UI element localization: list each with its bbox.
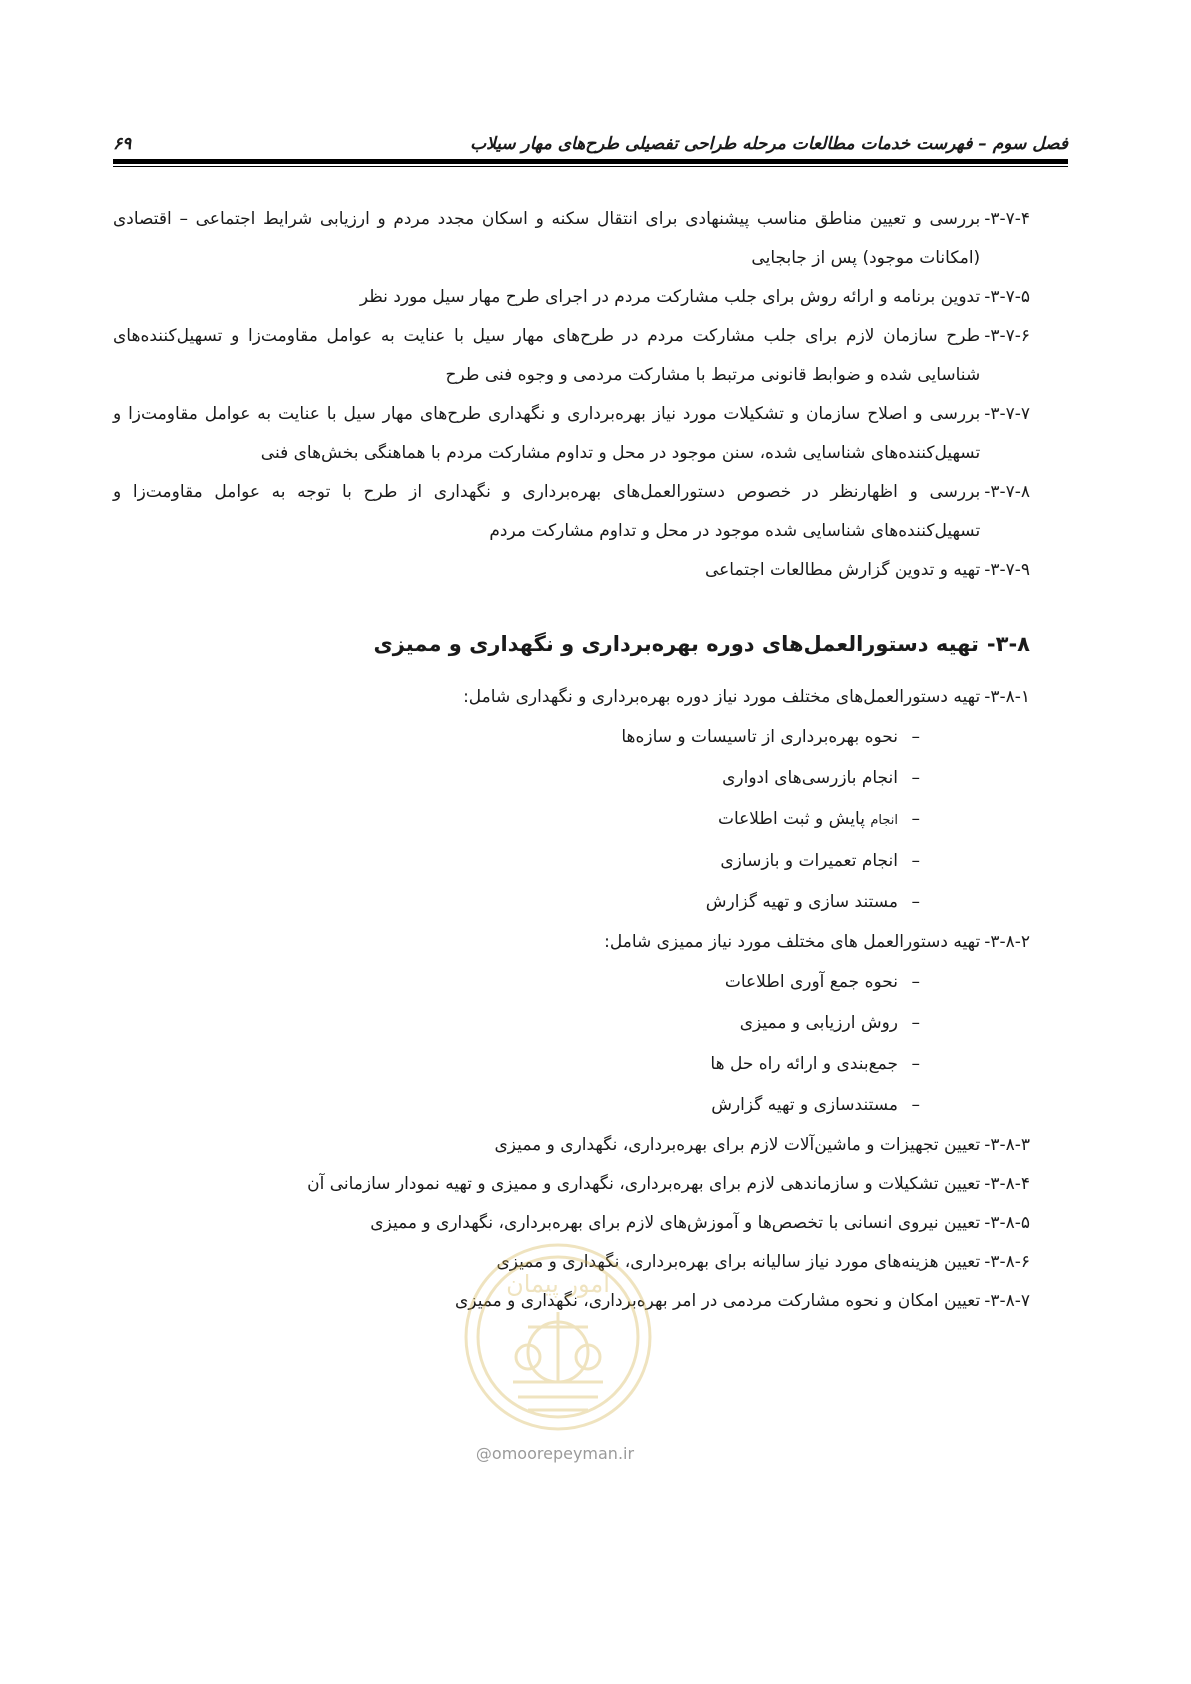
dash-bullet: – [911,1054,920,1074]
item-number: ۳-۷-۹- [984,560,1030,580]
bullet-text: مستند سازی و تهیه گزارش [705,892,898,912]
list-item [113,678,1030,717]
bullet-text: جمع‌بندی و ارائه راه حل ها [710,1054,898,1074]
page-number: ۶۹ [113,134,132,154]
section-number: ۳-۸- [986,632,1030,656]
bullet-text: انجام بازرسی‌های ادواری [722,768,898,788]
bullet-item [113,1003,920,1044]
bullet-item [113,1085,920,1126]
dash-bullet: – [911,809,920,829]
item-number: ۳-۷-۸- [984,482,1030,502]
header-rule-thin [113,166,1068,167]
dash-bullet: – [911,972,920,992]
item-text: تعیین تشکیلات و سازماندهی لازم برای بهره‌برداری، نگهداری و ممیزی و تهیه نمودار سازمانی آن [307,1174,981,1194]
list-item [113,1165,1030,1204]
seal-text: امور پیمان [506,1270,610,1298]
item-text: تعیین نیروی انسانی با تخصص‌ها و آموزش‌های لازم برای بهره‌برداری، نگهداری و ممیزی [370,1213,981,1233]
item-number: ۳-۸-۴- [984,1174,1030,1194]
item-text: تدوین برنامه و ارائه روش برای جلب مشارکت مردم در اجرای طرح مهار سیل مورد نظر [359,287,981,307]
bullet-item [113,717,920,758]
item-number: ۳-۷-۷- [984,404,1030,424]
item-number: ۳-۸-۷- [984,1291,1030,1311]
bullet-text: روش ارزیابی و ممیزی [739,1013,898,1033]
section-heading [113,624,1030,664]
bullet-text: نحوه بهره‌برداری از تاسیسات و سازه‌ها [621,727,898,747]
bullet-list [113,717,1030,923]
list-item [113,278,1030,317]
header-rule-thick [113,159,1068,164]
item-number: ۳-۷-۴- [984,209,1030,229]
bullet-item [113,799,920,841]
watermark-site: @omoorepeyman.ir [475,1444,635,1463]
section-title: تهیه دستورالعمل‌های دوره بهره‌برداری و نگهداری و ممیزی [373,632,979,656]
list-item [113,200,1030,278]
dash-bullet: – [911,1095,920,1115]
item-number: ۳-۸-۳- [984,1135,1030,1155]
page-content [113,200,1030,1321]
watermark-site-text: omoorepeyman.ir [491,1444,635,1463]
item-text: بررسی و اظهارنظر در خصوص دستورالعمل‌های بهره‌برداری و نگهداری از طرح با توجه به عوامل مقاومت‌زا و تسهیل‌کننده‌های شناسایی شده موجود در محل و تداوم مشارکت مردم [113,482,981,541]
item-text: بررسی و اصلاح سازمان و تشکیلات مورد نیاز بهره‌برداری و نگهداری طرح‌های مهار سیل با عنایت به عوامل مقاومت‌زا و تسهیل‌کننده‌های شناسایی شده، سنن موجود در محل و تداوم مشارکت مردم با هماهنگی بخش‌های فنی [113,404,981,463]
item-number: ۳-۸-۱- [984,687,1030,707]
list-item [113,317,1030,395]
bullet-item [113,758,920,799]
list-item [113,1126,1030,1165]
item-number: ۳-۸-۵- [984,1213,1030,1233]
item-text: تهیه و تدوین گزارش مطالعات اجتماعی [704,560,981,580]
list-item [113,473,1030,551]
item-number: ۳-۷-۶- [984,326,1030,346]
bullet-text: مستندسازی و تهیه گزارش [711,1095,898,1115]
item-number: ۳-۷-۵- [984,287,1030,307]
dash-bullet: – [911,1013,920,1033]
bullet-item [113,962,920,1003]
bullet-text: نحوه جمع آوری اطلاعات [724,972,898,992]
item-number: ۳-۸-۶- [984,1252,1030,1272]
item-text: تهیه دستورالعمل‌های مختلف مورد نیاز دوره بهره‌برداری و نگهداری شامل: [463,687,981,707]
bullet-text: انجام تعمیرات و بازسازی [720,851,898,871]
seal-watermark-icon [458,1232,658,1442]
dash-bullet: – [911,892,920,912]
item-number: ۳-۸-۲- [984,932,1030,952]
item-text: تهیه دستورالعمل های مختلف مورد نیاز ممیزی شامل: [604,932,981,952]
list-item [113,923,1030,962]
bullet-item [113,882,920,923]
list-item [113,551,1030,590]
bullet-item [113,841,920,882]
bullet-item [113,1044,920,1085]
item-text: بررسی و تعیین مناطق مناسب پیشنهادی برای انتقال سکنه و اسکان مجدد مردم و ارزیابی شرایط اجتماعی – اقتصادی (امکانات موجود) پس از جابجایی [113,209,981,268]
dash-bullet: – [911,768,920,788]
item-text: تعیین تجهیزات و ماشین‌آلات لازم برای بهره‌برداری، نگهداری و ممیزی [494,1135,981,1155]
bullet-text: پایش و ثبت اطلاعات [717,809,865,829]
bullet-list [113,962,1030,1126]
chapter-title: فصل سوم – فهرست خدمات مطالعات مرحله طراحی تفصیلی طرح‌های مهار سیلاب [470,134,1068,154]
list-item [113,395,1030,473]
item-text: طرح سازمان لازم برای جلب مشارکت مردم در طرح‌های مهار سیل با عنایت به عوامل مقاومت‌زا و تسهیل‌کننده‌های شناسایی شده و ضوابط قانونی مرتبط با مشارکت مردمی و وجوه فنی طرح [113,326,981,385]
item-text: تعیین امکان و نحوه مشارکت مردمی در امر بهره‌برداری، نگهداری و ممیزی [455,1291,981,1311]
bullet-prefix: انجام [870,813,898,828]
item-text: تعیین هزینه‌های مورد نیاز سالیانه برای بهره‌برداری، نگهداری و ممیزی [496,1252,981,1272]
page-header [113,122,1068,154]
dash-bullet: – [911,727,920,747]
dash-bullet: – [911,851,920,871]
